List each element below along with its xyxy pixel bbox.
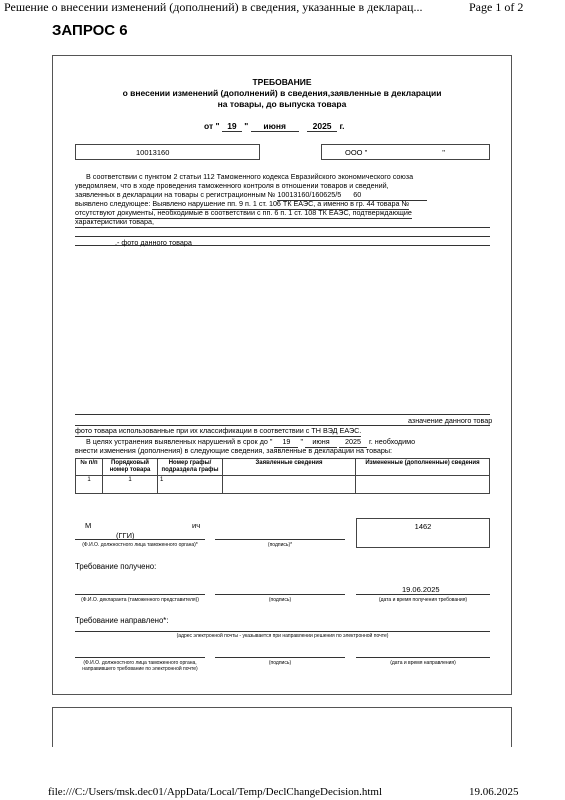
photo-label: .- фото данного товара bbox=[115, 238, 192, 247]
customs-code-box: 10013160 bbox=[75, 144, 260, 160]
underline bbox=[75, 414, 490, 415]
table-cell: 1 bbox=[103, 476, 158, 494]
table-header-row bbox=[76, 459, 490, 476]
deadline-day: 19 bbox=[274, 437, 298, 448]
finding-line1: Выявлено нарушение пп. 9 п. 1 ст. 106 ТК ЕАЭС, а именно в гр. 44 товара № bbox=[152, 199, 410, 208]
col-header: Заявленные сведения bbox=[223, 459, 356, 476]
underline bbox=[356, 594, 490, 595]
caption-signature: (подпись)* bbox=[267, 542, 293, 548]
col-header: № п/п bbox=[76, 459, 103, 476]
underline bbox=[75, 631, 490, 632]
table-cell: 1 bbox=[158, 476, 223, 494]
photo-area bbox=[75, 255, 490, 405]
sent-label: Требование направлено*: bbox=[75, 616, 169, 625]
underline bbox=[75, 539, 205, 540]
para1-line2: уведомляем, что в ходе проведения таможенного контроля в отношении товаров и сведений, bbox=[75, 181, 389, 190]
para2-line2: внести изменения (дополнения) в следующие сведения, заявленные в декларации на товары: bbox=[75, 446, 393, 455]
caption-email: (адрес электронной почты - указывается при направлении решения по электронной почте) bbox=[176, 633, 389, 639]
page-heading: ЗАПРОС 6 bbox=[52, 22, 128, 39]
officer-suffix: ич bbox=[192, 521, 201, 530]
col-header: Порядковый номер товара bbox=[103, 459, 158, 476]
col-header: Измененные (дополненные) сведения bbox=[356, 459, 490, 476]
underline bbox=[356, 657, 490, 658]
print-footer-url: file:///C:/Users/msk.dec01/AppData/Local/Temp/DeclChangeDecision.html bbox=[48, 786, 383, 798]
underline bbox=[75, 236, 490, 237]
finding-line2: отсутствуют документы, необходимые в соответствии с пп. 6 п. 1 ст. 108 ТК ЕАЭС, подтверждающие bbox=[75, 208, 412, 217]
date-year: 2025 bbox=[307, 121, 337, 132]
table-row bbox=[76, 476, 490, 494]
date-day: 19 bbox=[222, 121, 242, 132]
officer-initial: М bbox=[85, 521, 92, 530]
print-header-title: Решение о внесении изменений (дополнений) в сведения, указанные в декларац... bbox=[4, 0, 423, 14]
purpose-line: азначение данного товар bbox=[408, 416, 493, 425]
underline bbox=[215, 657, 345, 658]
para1-line4: выявлено следующее: Выявлено нарушение пп. 9 п. 1 ст. 106 ТК ЕАЭС, а именно в гр. 44 товара № bbox=[75, 199, 410, 208]
officer-dept: (ГГИ) bbox=[116, 531, 135, 540]
para2-line1: В целях устранения выявленных нарушений в срок до " 19 " июня 2025 г. необходимо bbox=[86, 437, 416, 446]
caption-officer-sent: (Ф.И.О. должностного лица таможенного органа, направившего требование по электронной почте) bbox=[82, 660, 198, 672]
caption-signature-2: (подпись) bbox=[268, 597, 292, 603]
caption-datetime-sent: (дата и время направления) bbox=[390, 660, 456, 666]
next-page-frame bbox=[52, 707, 512, 747]
table-cell bbox=[356, 476, 490, 494]
received-date: 19.06.2025 bbox=[402, 585, 440, 594]
caption-declarant: (Ф.И.О. декларанта (таможенного представителя)) bbox=[81, 597, 199, 603]
col-header: Номер графы/ подраздела графы bbox=[158, 459, 223, 476]
para1-line1: В соответствии с пунктом 2 статьи 112 Таможенного кодекса Евразийского экономического союза bbox=[86, 172, 414, 181]
received-label: Требование получено: bbox=[75, 562, 157, 571]
finding-line3: характеристики товара, bbox=[75, 217, 490, 228]
registration-number: 10013160/160625/5 60 bbox=[277, 190, 427, 201]
underline bbox=[75, 594, 205, 595]
doc-title: ТРЕБОВАНИЕ bbox=[252, 77, 312, 87]
organization-box: ООО " " bbox=[321, 144, 490, 160]
underline bbox=[75, 657, 205, 658]
underline bbox=[215, 594, 345, 595]
deadline-month: июня bbox=[305, 437, 337, 448]
table-cell: 1 bbox=[76, 476, 103, 494]
changes-table bbox=[75, 458, 490, 494]
caption-datetime-received: (дата и время получения требования) bbox=[378, 597, 468, 603]
print-footer-date: 19.06.2025 bbox=[469, 786, 519, 798]
caption-signature-3: (подпись) bbox=[268, 660, 292, 666]
doc-date: от " 19 " июня 2025 г. bbox=[204, 121, 345, 131]
date-month: июня bbox=[251, 121, 299, 132]
deadline-year: 2025 bbox=[339, 437, 367, 448]
doc-subtitle-1: о внесении изменений (дополнений) в сведения,заявленные в декларации bbox=[122, 88, 442, 98]
doc-subtitle-2: на товары, до выпуска товара bbox=[217, 99, 347, 109]
photo-classification-line: фото товара использованные при их классификации в соответствии с ТН ВЭД ЕАЭС. bbox=[75, 426, 362, 435]
table-cell bbox=[223, 476, 356, 494]
print-header-page: Page 1 of 2 bbox=[469, 0, 524, 14]
underline bbox=[215, 539, 345, 540]
officer-code-box: 1462 bbox=[356, 518, 490, 548]
caption-officer: (Ф.И.О. должностного лица таможенного органа)* bbox=[82, 542, 198, 548]
para1-line3: заявленных в декларации на товары с регистрационным № 10013160/160625/5 60 bbox=[75, 190, 427, 201]
